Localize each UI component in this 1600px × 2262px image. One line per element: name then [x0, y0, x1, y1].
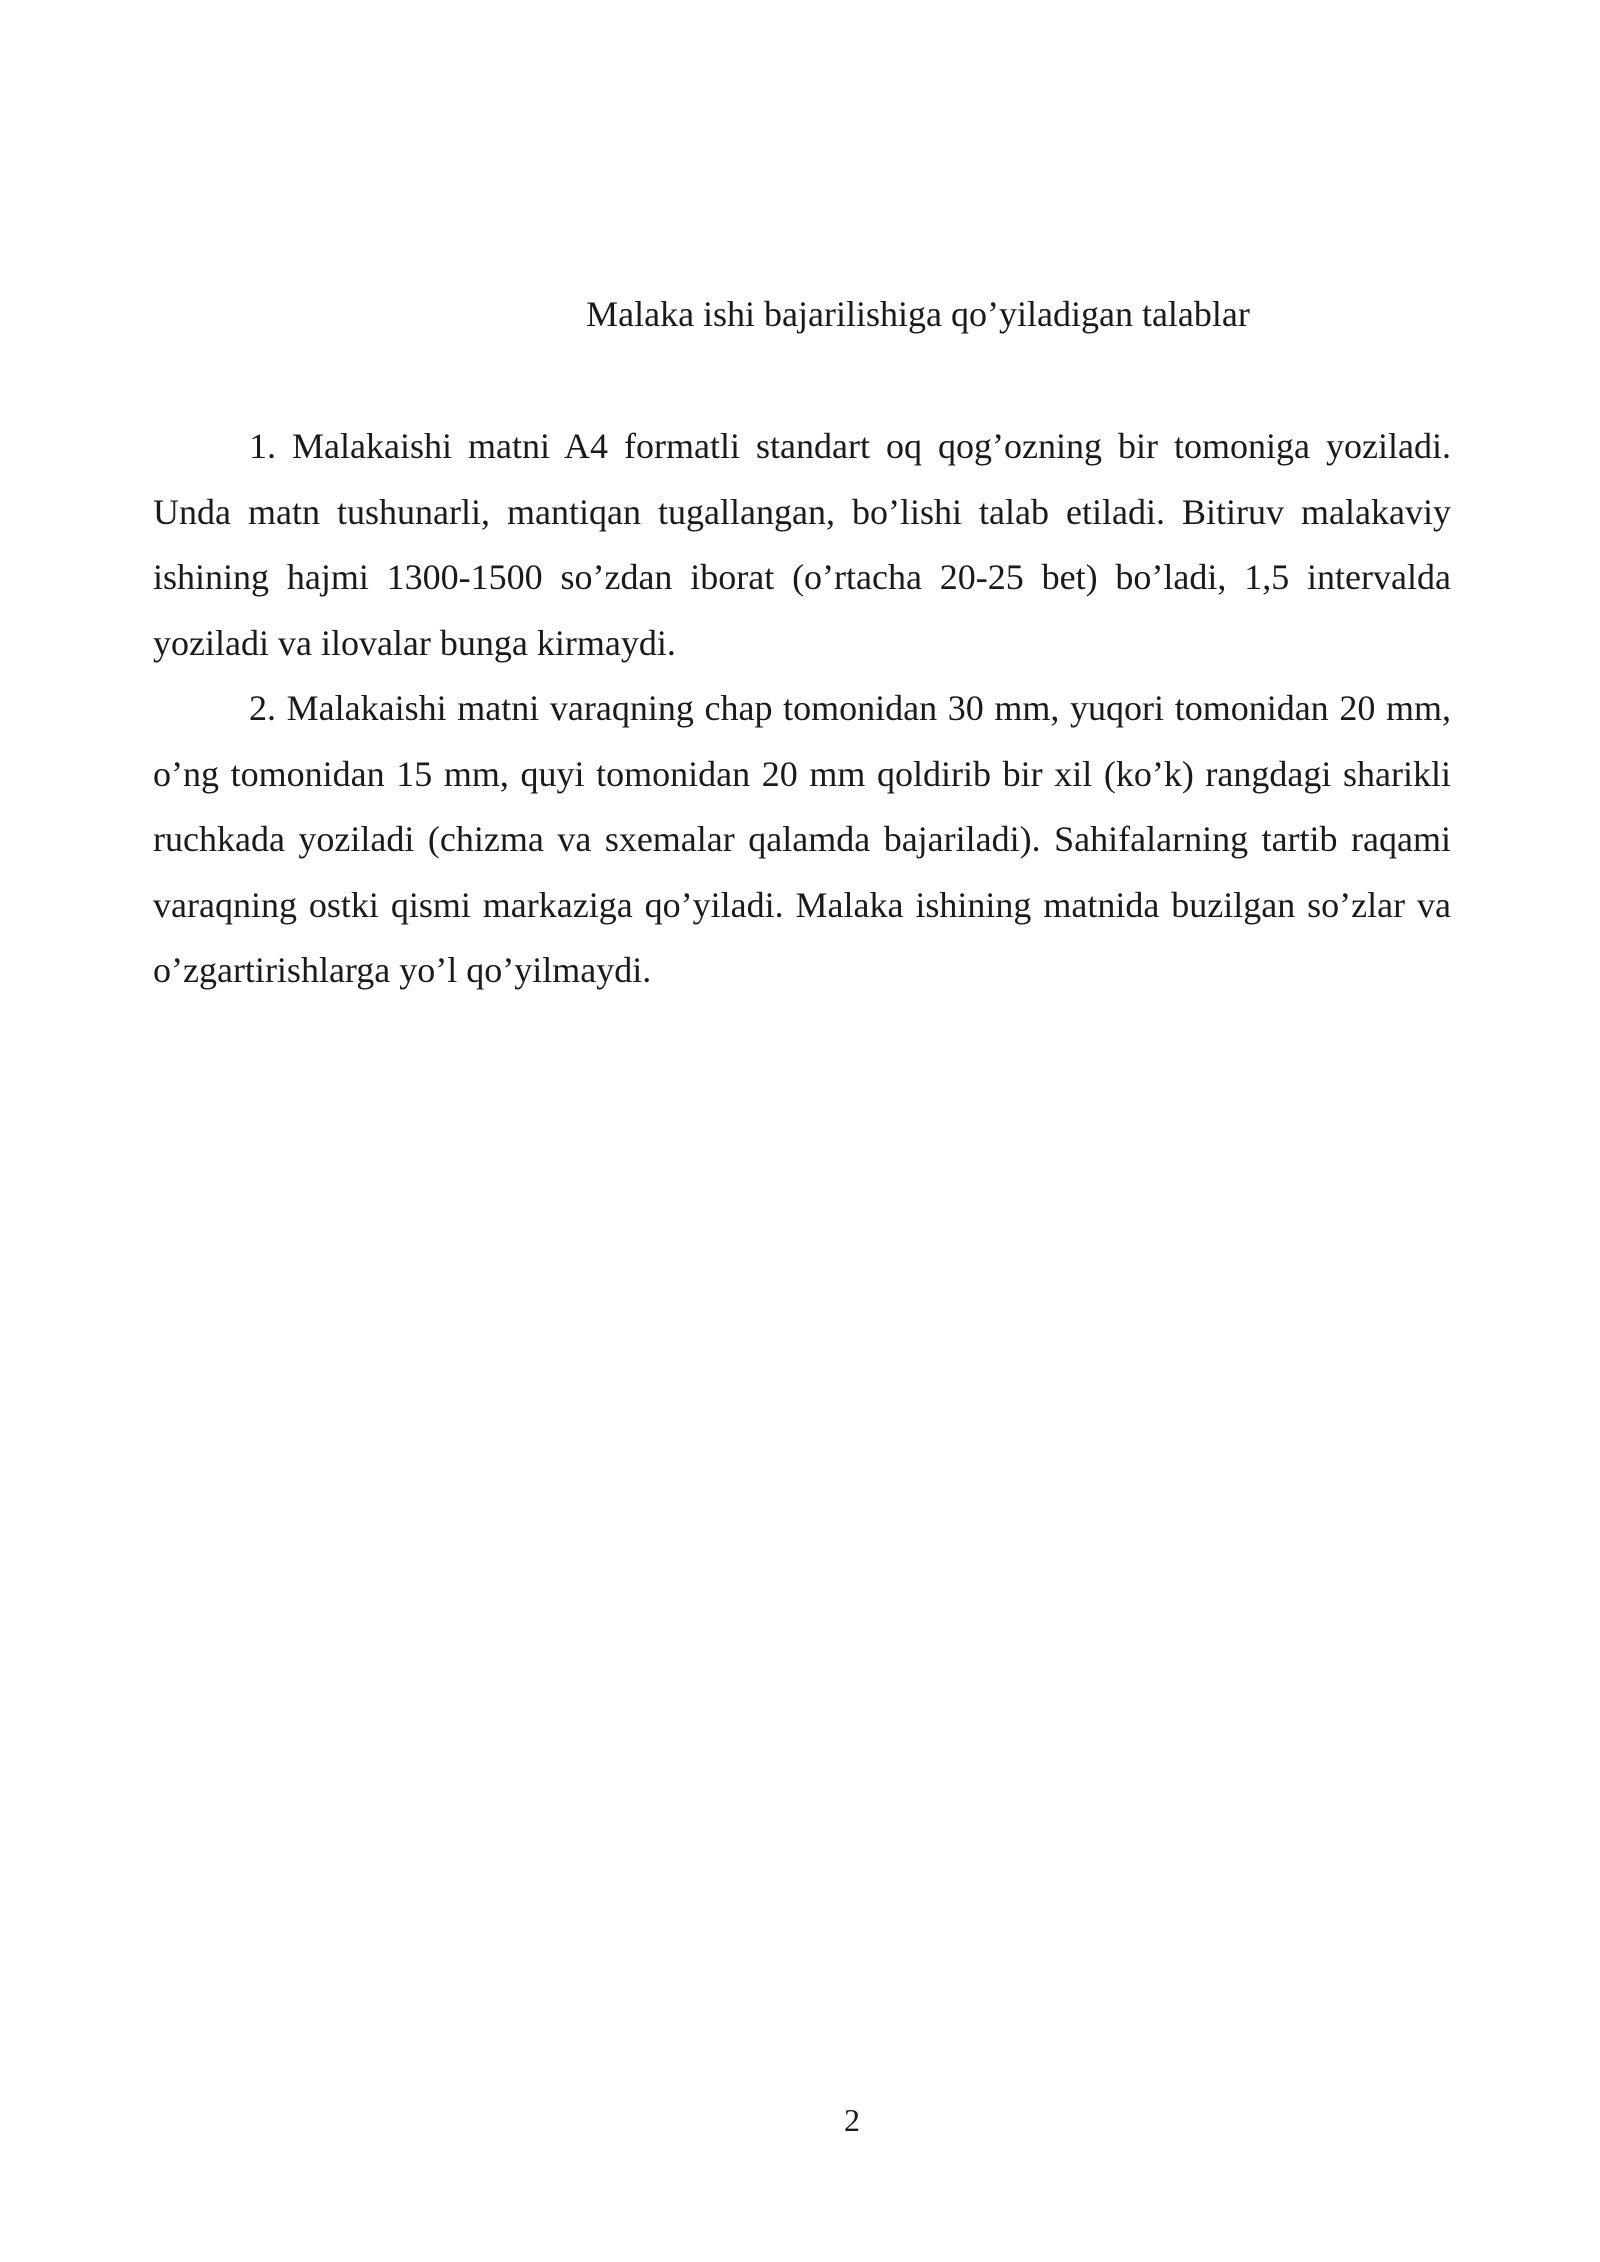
paragraph-1: 1. Malakaishi matni A4 formatli standart oq qog’ozning bir tomoniga yoziladi. Unda matn tushunarli, mantiqan tugallangan, bo’lishi talab etiladi. Bitiruv malakaviy ishining hajmi 1300-1500 so’zdan iborat (o’rtacha 20-25 bet) bo’ladi, 1,5 intervalda yoziladi va ilovalar bunga kirmaydi. — [153, 426, 1451, 663]
paragraph-2: 2. Malakaishi matni varaqning chap tomonidan 30 mm, yuqori tomonidan 20 mm, o’ng tomonidan 15 mm, quyi tomonidan 20 mm qoldirib bir xil (ko’k) rangdagi sharikli ruchkada yoziladi (chizma va sxemalar qalamda bajariladi). Sahifalarning tartib raqami varaqning ostki qismi markaziga qo’yiladi. Malaka ishining matnida buzilgan so’zlar va o’zgartirishlarga yo’l qo’yilmaydi. — [153, 688, 1451, 990]
page-number: 2 — [844, 2102, 860, 2138]
document-body — [153, 414, 1451, 1004]
document-title: Malaka ishi bajarilishiga qo’yiladigan talablar — [586, 294, 1250, 334]
